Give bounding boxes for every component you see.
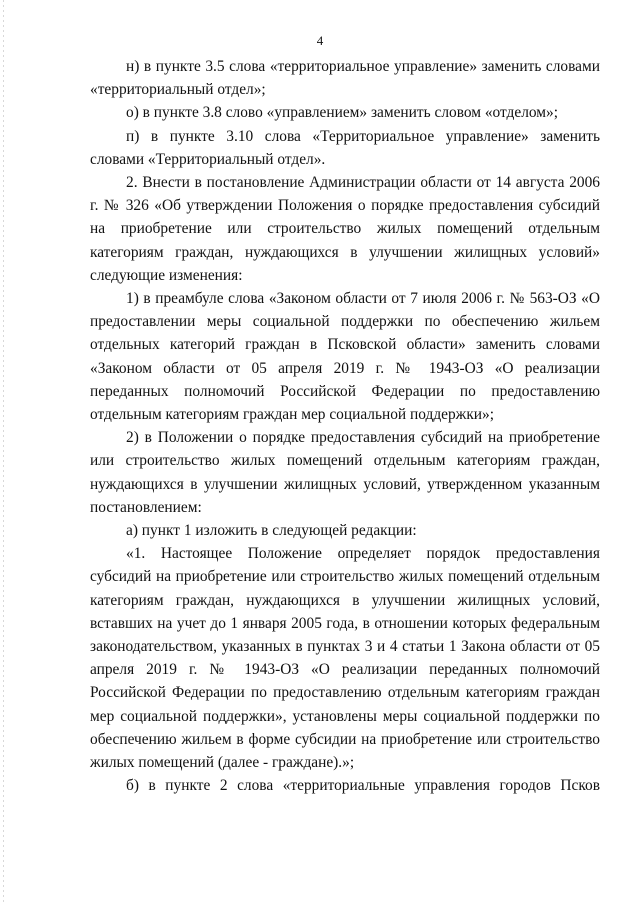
paragraph-o: о) в пункте 3.8 слово «управлением» заменить словом «отделом»; xyxy=(126,104,559,122)
scan-edge-line xyxy=(3,0,4,905)
document-body xyxy=(90,55,600,798)
paragraph-a: а) пункт 1 изложить в следующей редакции: xyxy=(126,522,417,540)
paragraph-item-2: 2. Внести в постановление Администрации области от 14 августа 2006 г. № 326 «Об утверждении Положения о порядке предоставления субсидий на приобретение или строительство жилых помещений отдельным категориям граждан, нуждающихся в улучшении жилищных условий» следующие изменения: xyxy=(90,174,600,284)
page-number: 4 xyxy=(316,33,324,48)
paragraph-subitem-2: 2) в Положении о порядке предоставления субсидий на приобретение или строительство жилых помещений отдельным категориям граждан, нуждающихся в улучшении жилищных условий, утвержденном указанным постановлением: xyxy=(90,429,600,516)
paragraph-n: н) в пункте 3.5 слова «территориальное управление» заменить словами «территориальный отдел»; xyxy=(90,58,600,99)
paragraph-b: б) в пункте 2 слова «территориальные управления городов Псков xyxy=(126,777,600,795)
paragraph-subitem-1: 1) в преамбуле слова «Законом области от 7 июля 2006 г. № 563-ОЗ «О предоставлении меры социальной поддержки по обеспечению жильем отдельных категорий граждан в Псковской области» заменить словами «Законом области от 05 апреля 2019 г. № 1943-ОЗ «О реализации переданных полномочий Российской Федерации по предоставлению отдельным категориям граждан мер социальной поддержки»; xyxy=(90,290,600,424)
paragraph-p: п) в пункте 3.10 слова «Территориальное управление» заменить словами «Территориальный отдел». xyxy=(90,127,600,168)
paragraph-quoted-point-1: «1. Настоящее Положение определяет порядок предоставления субсидий на приобретение или строительство жилых помещений отдельным категориям граждан, нуждающихся в улучшении жилищных условий, вставших на учет до 1 января 2005 года, в отношении которых федеральным законодательством, указанных в пунктах 3 и 4 статьи 1 Закона области от 05 апреля 2019 г. № 1943-ОЗ «О реализации переданных полномочий Российской Федерации по предоставлению отдельным категориям граждан мер социальной поддержки», установлены меры социальной поддержки по обеспечению жильем в форме субсидии на приобретение или строительство жилых помещений (далее - граждане).»; xyxy=(90,545,600,772)
